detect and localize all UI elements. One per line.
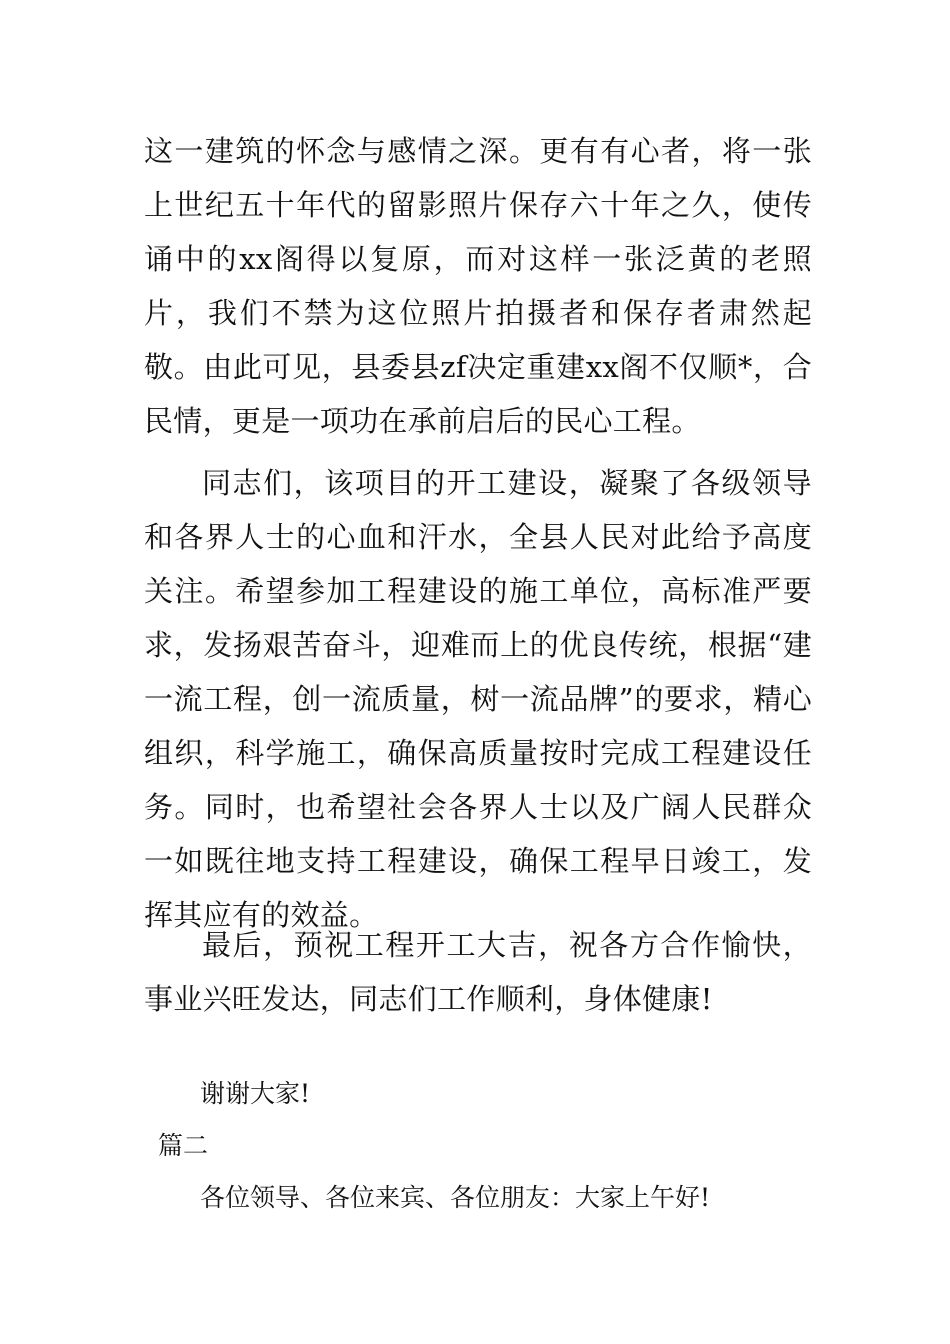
paragraph-comrades: 同志们，该项目的开工建设，凝聚了各级领导和各界人士的心血和汗水，全县人民对此给予高度关注。希望参加工程建设的施工单位，高标准严要求，发扬艰苦奋斗，迎难而上的优良传统，根据“建一流工程，创一流质量，树一流品牌”的要求，精心组织，科学施工，确保高质量按时完成工程建设任务。同时，也希望社会各界人士以及广阔人民群众一如既往地支持工程建设，确保工程早日竣工，发挥其应有的效益。 <box>144 466 812 932</box>
greeting-line: 各位领导、各位来宾、各位朋友：大家上午好! <box>200 1183 711 1212</box>
section-heading: 篇二 <box>158 1131 209 1160</box>
thanks-line: 谢谢大家! <box>200 1079 311 1108</box>
paragraph-closing-wishes: 最后，预祝工程开工大吉，祝各方合作愉快，事业兴旺发达，同志们工作顺利，身体健康! <box>144 928 812 1016</box>
paragraph-continuation: 这一建筑的怀念与感情之深。更有有心者，将一张上世纪五十年代的留影照片保存六十年之久，使传诵中的xx阁得以复原，而对这样一张泛黄的老照片，我们不禁为这位照片拍摄者和保存者肃然起敬。由此可见，县委县zf决定重建xx阁不仅顺*，合民情，更是一项功在承前启后的民心工程。 <box>144 134 812 438</box>
